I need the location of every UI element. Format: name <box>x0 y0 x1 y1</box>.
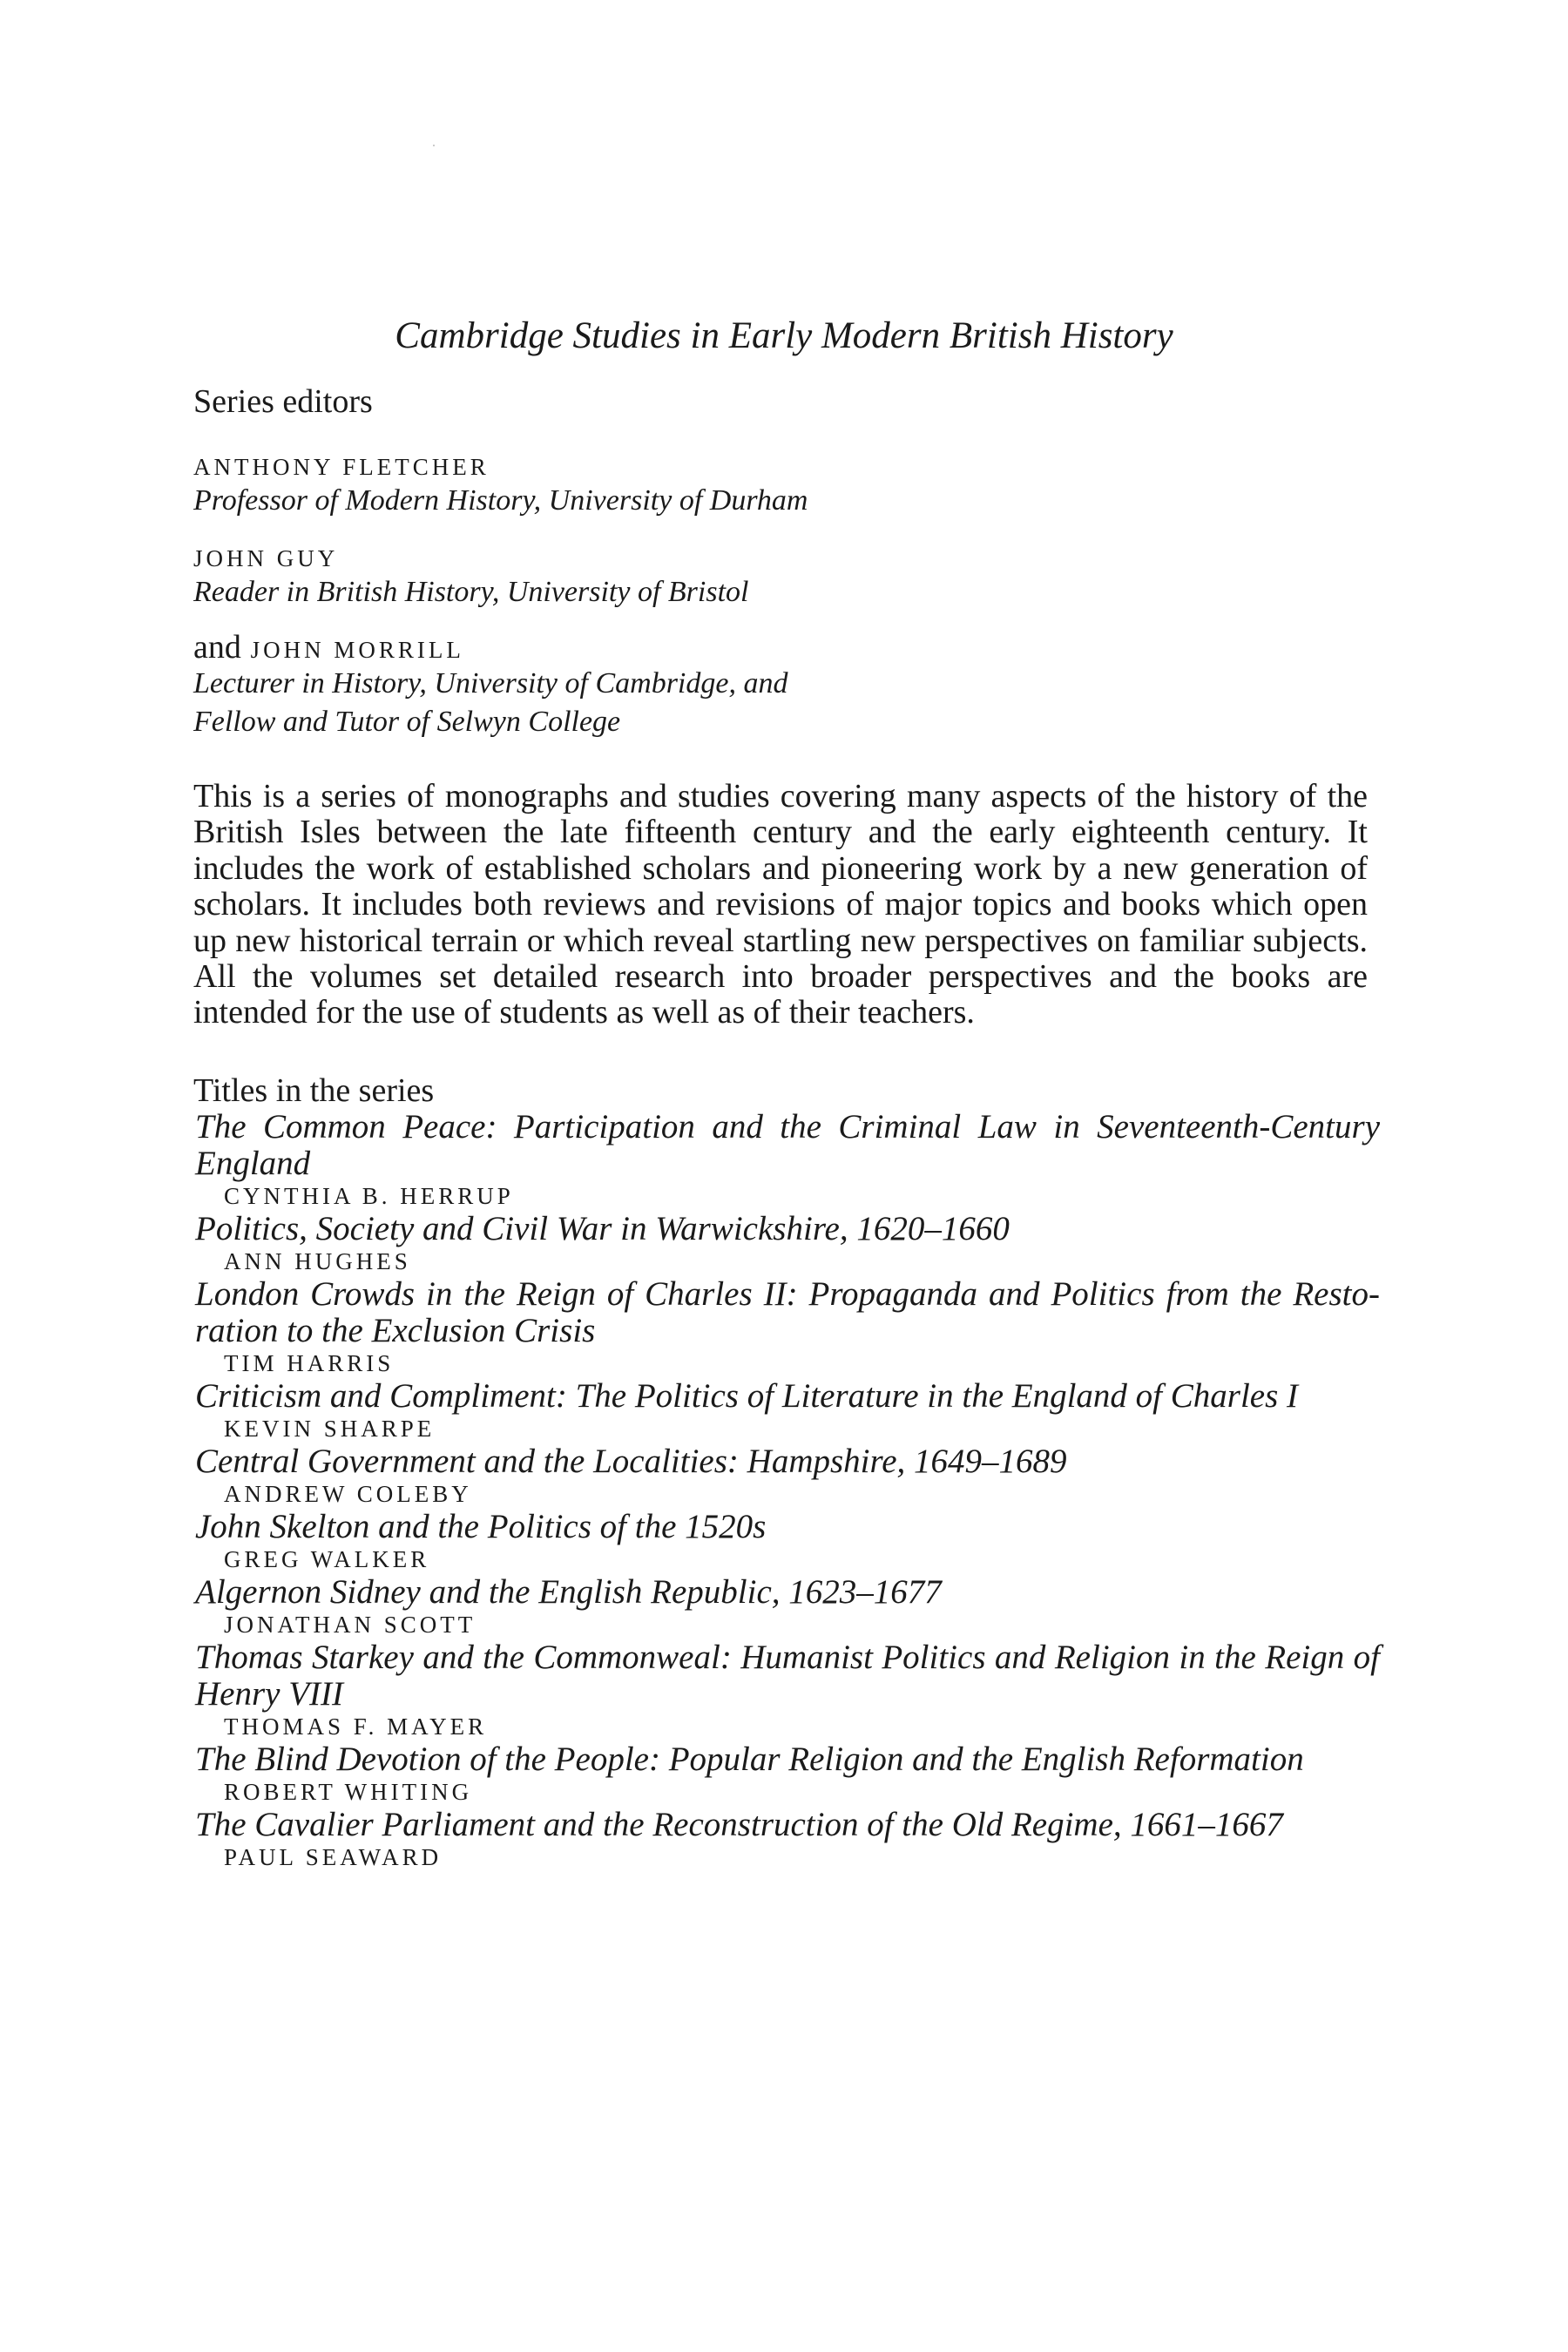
editor-affiliation: Professor of Modern History, University of Durham <box>193 484 808 517</box>
editor-affiliation: Fellow and Tutor of Selwyn College <box>193 706 621 738</box>
editor-entry <box>193 447 808 520</box>
book-title: London Crowds in the Reign of Charles II: Propaganda and Politics from the Restoration to the Exclusion Crisis <box>195 1275 1380 1349</box>
book-author: THOMAS F. MAYER <box>224 1713 488 1740</box>
book-title: Politics, Society and Civil War in Warwickshire, 1620–1660 <box>195 1210 1010 1247</box>
book-title: Central Government and the Localities: Hampshire, 1649–1689 <box>195 1443 1067 1480</box>
series-editors-label: Series editors <box>193 383 373 420</box>
editor-name: JOHN GUY <box>193 545 339 571</box>
book-author: CYNTHIA B. HERRUP <box>224 1183 514 1209</box>
book-title: John Skelton and the Politics of the 1520s <box>195 1508 767 1545</box>
book-author: KEVIN SHARPE <box>224 1416 436 1442</box>
book-author: PAUL SEAWARD <box>224 1844 443 1870</box>
book-author: ANN HUGHES <box>224 1248 411 1274</box>
editor-affiliation: Lecturer in History, University of Cambridge, and <box>193 667 788 700</box>
titles-list <box>195 1109 1380 1872</box>
title-entry <box>195 1109 1380 1211</box>
editor-entry <box>193 630 787 741</box>
title-entry <box>195 1639 1380 1741</box>
series-title: Cambridge Studies in Early Modern British History <box>395 315 1173 356</box>
title-entry <box>195 1276 1380 1378</box>
book-title: The Blind Devotion of the People: Popular Religion and the English Reformation <box>195 1740 1304 1778</box>
editor-name: ANTHONY FLETCHER <box>193 454 490 480</box>
editor-name: and JOHN MORRILL <box>193 629 464 666</box>
book-title: The Common Peace: Participation and the Criminal Law in Seventeenth-Century England <box>195 1108 1380 1182</box>
title-entry <box>195 1807 1380 1872</box>
book-author: JONATHAN SCOTT <box>224 1612 476 1638</box>
book-author: ANDREW COLEBY <box>224 1481 472 1507</box>
title-entry <box>195 1211 1380 1276</box>
title-entry <box>195 1574 1380 1639</box>
book-author: ROBERT WHITING <box>224 1779 473 1805</box>
titles-in-series-label: Titles in the series <box>193 1072 435 1109</box>
editor-affiliation: Reader in British History, University of Bristol <box>193 576 749 608</box>
book-author: TIM HARRIS <box>224 1350 395 1376</box>
title-entry <box>195 1509 1380 1574</box>
series-description: This is a series of monographs and studies covering many aspects of the history of the British Isles between the late fifteenth century and the early eighteenth century. It includes the work of established scholars and pioneering work by a new generation of scholars. It includes both reviews and revisions of major topics and books which open up new historical terrain or which reveal startling new perspectives on familiar subjects. All the volumes set detailed research into broader perspectives and the books are intended for the use of students as well as of their teachers. <box>193 778 1368 1031</box>
editor-entry <box>193 538 748 612</box>
book-author: GREG WALKER <box>224 1546 430 1572</box>
page-speck <box>433 145 435 146</box>
book-title: Thomas Starkey and the Commonweal: Humanist Politics and Religion in the Reign of Henry VIII <box>195 1639 1380 1713</box>
book-title: The Cavalier Parliament and the Reconstruction of the Old Regime, 1661–1667 <box>195 1806 1283 1843</box>
title-entry <box>195 1378 1380 1443</box>
title-entry <box>195 1443 1380 1509</box>
book-title: Algernon Sidney and the English Republic, 1623–1677 <box>195 1573 942 1611</box>
title-entry <box>195 1741 1380 1807</box>
book-title: Criticism and Compliment: The Politics of Literature in the England of Charles I <box>195 1377 1299 1415</box>
